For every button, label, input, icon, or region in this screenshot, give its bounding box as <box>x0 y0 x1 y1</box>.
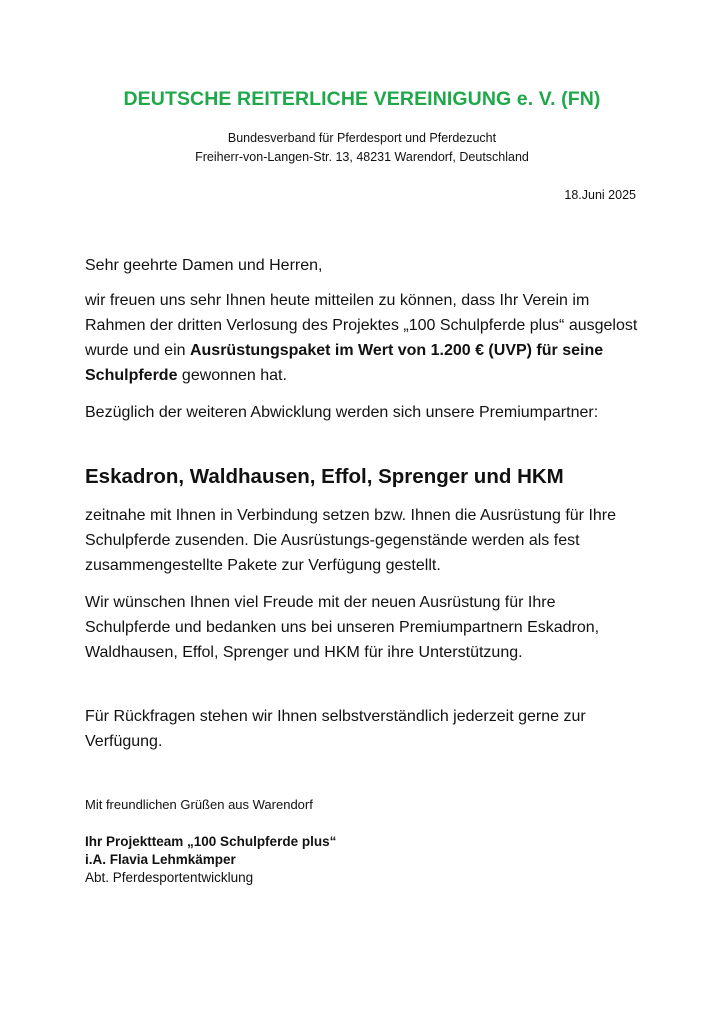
signature-team: Ihr Projektteam „100 Schulpferde plus“ <box>85 834 337 849</box>
organization-title: DEUTSCHE REITERLICHE VEREINIGUNG e. V. (FN) <box>123 88 601 110</box>
paragraph-announcement-text: wir freuen uns sehr Ihnen heute mitteilen zu können, dass Ihr Verein im Rahmen der dritten Verlosung des Projektes „100 Schulpferde plus“ ausgelost wurde und ein <box>85 292 638 359</box>
partner-list-heading: Eskadron, Waldhausen, Effol, Sprenger und HKM <box>85 465 564 488</box>
letter-date: 18.Juni 2025 <box>564 188 636 202</box>
salutation: Sehr geehrte Damen und Herren, <box>85 257 323 274</box>
paragraph-questions: Für Rückfragen stehen wir Ihnen selbstverständlich jederzeit gerne zur Verfügung. <box>85 708 586 750</box>
signature-department: Abt. Pferdesportentwicklung <box>85 870 254 885</box>
paragraph-thanks: Wir wünschen Ihnen viel Freude mit der neuen Ausrüstung für Ihre Schulpferde und bedanken uns bei unseren Premiumpartnern Eskadron, Waldhausen, Effol, Sprenger und HKM für ihre Unterstützung. <box>85 594 600 661</box>
closing-phrase: Mit freundlichen Grüßen aus Warendorf <box>85 797 313 812</box>
paragraph-partners-intro: Bezüglich der weiteren Abwicklung werden sich unsere Premiumpartner: <box>85 404 599 421</box>
prize-highlight: Ausrüstungspaket im Wert von 1.200 € (UVP) für seine Schulpferde <box>85 342 604 384</box>
paragraph-announcement <box>85 288 645 388</box>
paragraph-announcement-end: gewonnen hat. <box>177 367 287 384</box>
signature-name: i.A. Flavia Lehmkämper <box>85 852 236 867</box>
organization-address: Freiherr-von-Langen-Str. 13, 48231 Warendorf, Deutschland <box>195 150 529 164</box>
paragraph-contact: zeitnahe mit Ihnen in Verbindung setzen bzw. Ihnen die Ausrüstung für Ihre Schulpferde zusenden. Die Ausrüstungs-gegenstände werden als fest zusammengestellte Pakete zur Verfügung gestellt. <box>85 507 617 574</box>
organization-subtitle: Bundesverband für Pferdesport und Pferdezucht <box>227 131 497 145</box>
signature-block <box>85 833 485 887</box>
